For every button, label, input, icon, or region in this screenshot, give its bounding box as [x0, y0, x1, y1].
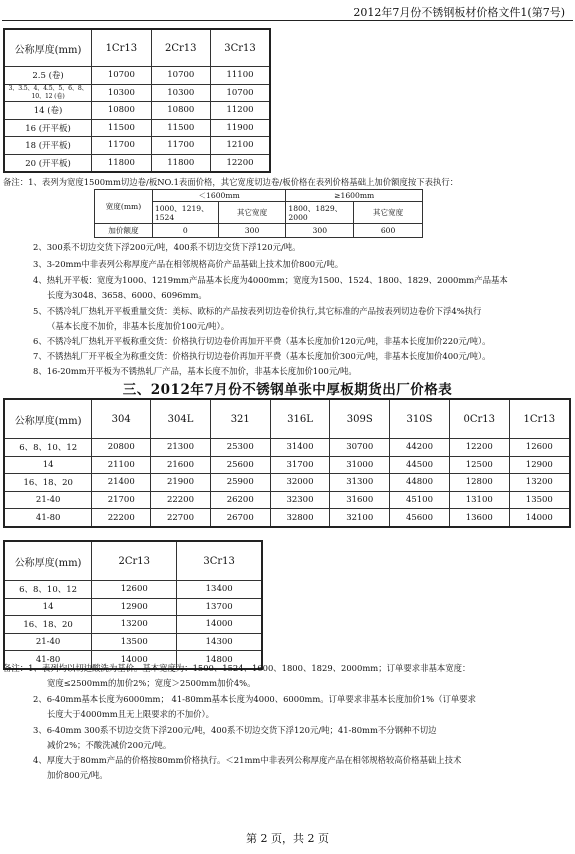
table-header-row — [4, 29, 270, 67]
table-cell: 41-80 — [4, 509, 92, 527]
table-width-surcharge — [94, 189, 423, 238]
table-cell: 10700 — [211, 84, 270, 102]
table-cell: 26700 — [210, 509, 270, 527]
header-cell: 公称厚度(mm) — [4, 29, 92, 67]
table-cell: 21700 — [92, 491, 151, 509]
table-row — [4, 456, 570, 474]
table-row — [4, 491, 570, 509]
table-cell: 20800 — [92, 439, 151, 457]
table-cell: 11200 — [211, 102, 270, 120]
table-cell: 16、18、20 — [4, 474, 92, 492]
table-cell: 12500 — [449, 456, 509, 474]
note-b2-line-1: 2、6-40mm基本长度为6000mm； 41-80mm基本长度为4000、6000mm。订单要求非基本长度加价1%（订单要求 — [33, 694, 476, 704]
table-cell: 21400 — [92, 474, 151, 492]
note-b4-line-1: 4、厚度大于80mm产品的价格按80mm价格执行。＜21mm中非表列公称厚度产品在相邻规格较高价格基础上技术 — [33, 755, 462, 765]
table-cell: 44500 — [390, 456, 450, 474]
table-cell: 10700 — [92, 67, 151, 85]
table-cell: 10300 — [151, 84, 210, 102]
header-cell: 3Cr13 — [177, 541, 262, 581]
table-cell: ≥1600mm — [286, 190, 423, 202]
table-cell: 2.5 (卷) — [4, 67, 92, 85]
table-row — [4, 84, 270, 102]
table-cell: 14000 — [177, 616, 262, 634]
note-3: 3、3-20mm中非表列公称厚度产品在相邻规格高价产品基础上技术加价800元/吨。 — [33, 259, 344, 269]
table-cell: 12900 — [509, 456, 570, 474]
table-cell: 18 (开平板) — [4, 137, 92, 155]
table-cell: 10800 — [151, 102, 210, 120]
header-cell: 1Cr13 — [509, 399, 570, 439]
table-cell: 45100 — [390, 491, 450, 509]
table-cell: 300 — [286, 224, 354, 238]
note-4-line-1: 4、热轧开平板：宽度为1000、1219mm产品基本长度为4000mm；宽度为1500、1524、1800、1829、2000mm产品基本 — [33, 275, 508, 285]
note-b2-line-2: 长度大于4000mm且无上限要求的不加价）。 — [47, 709, 215, 719]
table-cell: 32300 — [270, 491, 330, 509]
header-cell: 2Cr13 — [92, 541, 177, 581]
table-row — [95, 224, 423, 238]
table-cell: 宽度(mm) — [95, 190, 153, 224]
table-cell: 12900 — [92, 598, 177, 616]
page-footer: 第 2 页，共 2 页 — [246, 832, 329, 845]
header-cell: 321 — [210, 399, 270, 439]
table-cell: 10300 — [92, 84, 151, 102]
header-divider — [2, 20, 573, 21]
header-cell: 304 — [92, 399, 151, 439]
note-5-line-2: （基本长度不加价，非基本长度加价100元/吨）。 — [47, 321, 230, 331]
header-cell: 公称厚度(mm) — [4, 541, 92, 581]
table-cell: 13200 — [92, 616, 177, 634]
table-cell: 14 — [4, 456, 92, 474]
table-cell: 31400 — [270, 439, 330, 457]
table-cell: 14000 — [92, 651, 177, 669]
table-cell: 32100 — [330, 509, 390, 527]
header-cell: 公称厚度(mm) — [4, 399, 92, 439]
table-cell: 13100 — [449, 491, 509, 509]
table-plate-prices — [3, 398, 571, 528]
section-title: 三、2012年7月份不锈钢单张中厚板期货出厂价格表 — [122, 382, 453, 398]
table-cell: 22700 — [151, 509, 211, 527]
note-b1-line-1: 备注：1、表列均以切边酸洗为基价。基本宽度为：1500、1524、1600、1800、1829、2000mm；订单要求非基本宽度： — [3, 663, 471, 673]
table-cell: 10800 — [92, 102, 151, 120]
table-row — [4, 102, 270, 120]
table-cell: 32000 — [270, 474, 330, 492]
table-cell: 41-80 — [4, 651, 92, 669]
table-cell: 32800 — [270, 509, 330, 527]
header-cell: 310S — [390, 399, 450, 439]
table-cell: 26200 — [210, 491, 270, 509]
header-cell: 1Cr13 — [92, 29, 151, 67]
table-cell: 13400 — [177, 581, 262, 599]
table-row — [4, 439, 570, 457]
note-1: 备注：1、表列为宽度1500mm切边卷/板NO.1表面价格，其它宽度切边卷/板价格在表列价格基础上加价额度按下表执行： — [3, 177, 459, 187]
table-cell: 12100 — [211, 137, 270, 155]
table-cell: 600 — [354, 224, 423, 238]
table-cell: 21600 — [151, 456, 211, 474]
table-row — [4, 67, 270, 85]
table-cell: 12200 — [449, 439, 509, 457]
table-cell: 11900 — [211, 119, 270, 137]
note-7: 7、不锈热轧厂开平板全为称重交货：价格执行切边卷价再加开平费（基本长度加价300元/吨，非基本长度加价400元/吨）。 — [33, 351, 491, 361]
header-cell: 309S — [330, 399, 390, 439]
table-martensitic-coil-prices — [3, 28, 271, 173]
note-4-line-2: 长度为3048、3658、6000、6096mm。 — [47, 290, 207, 300]
table-cell: 10700 — [151, 67, 210, 85]
note-b1-line-2: 宽度≤2500mm的加价2%；宽度＞2500mm加价4%。 — [47, 678, 256, 688]
table-cell: 22200 — [92, 509, 151, 527]
table-cell: 3、3.5、4、4.5、5、6、8、10、12 (卷) — [4, 84, 92, 102]
table-cell: 25300 — [210, 439, 270, 457]
table-cell: 11500 — [151, 119, 210, 137]
table-cell: 11100 — [211, 67, 270, 85]
table-cell: 其它宽度 — [218, 202, 286, 224]
table-cell: 13500 — [92, 633, 177, 651]
table-cell: 31300 — [330, 474, 390, 492]
table-cell: 44200 — [390, 439, 450, 457]
note-8: 8、16-20mm开平板为不锈热轧厂产品，基本长度不加价，非基本长度加价100元/吨。 — [33, 366, 357, 376]
table-cell: 21300 — [151, 439, 211, 457]
table-row — [4, 154, 270, 172]
table-row — [4, 137, 270, 155]
table-cell: 25900 — [210, 474, 270, 492]
table-cell: ＜1600mm — [152, 190, 286, 202]
table-cell: 45600 — [390, 509, 450, 527]
table-cell: 6、8、10、12 — [4, 439, 92, 457]
table-cell: 31700 — [270, 456, 330, 474]
table-cell: 14 (卷) — [4, 102, 92, 120]
table-cell: 21-40 — [4, 633, 92, 651]
table-cell: 11500 — [92, 119, 151, 137]
note-5-line-1: 5、不锈冷轧厂热轧开平板重量交货：美标、欧标的产品按表列切边卷价执行,其它标准的产品按表列切边卷价下浮4%执行 — [33, 306, 482, 316]
table-cell: 31000 — [330, 456, 390, 474]
header-cell: 0Cr13 — [449, 399, 509, 439]
table-cell: 31600 — [330, 491, 390, 509]
table-cell: 12600 — [92, 581, 177, 599]
note-2: 2、300系不切边交货下浮200元/吨，400系不切边交货下浮120元/吨。 — [33, 242, 301, 252]
header-cell: 304L — [151, 399, 211, 439]
table-cell: 14300 — [177, 633, 262, 651]
table-row — [4, 509, 570, 527]
table-cell: 16 (开平板) — [4, 119, 92, 137]
table-row — [4, 474, 570, 492]
table-cell: 22200 — [151, 491, 211, 509]
table-cell: 其它宽度 — [354, 202, 423, 224]
table-cell: 14000 — [509, 509, 570, 527]
table-row — [4, 119, 270, 137]
table-cell: 13200 — [509, 474, 570, 492]
table-cell: 12800 — [449, 474, 509, 492]
table-cell: 300 — [218, 224, 286, 238]
table-row — [95, 190, 423, 202]
note-b4-line-2: 加价800元/吨。 — [47, 770, 108, 780]
table-cell: 13700 — [177, 598, 262, 616]
note-b3-line-1: 3、6-40mm 300系不切边交货下浮200元/吨，400系不切边交货下浮120元/吨；41-80mm不分钢种不切边 — [33, 725, 437, 735]
table-cell: 1000、1219、1524 — [152, 202, 218, 224]
note-b3-line-2: 减价2%；不酸洗减价200元/吨。 — [47, 740, 172, 750]
header-cell: 316L — [270, 399, 330, 439]
table-cell: 加价额度 — [95, 224, 153, 238]
table-cell: 21-40 — [4, 491, 92, 509]
table-cell: 0 — [152, 224, 218, 238]
table-row — [4, 633, 262, 651]
table-cell: 12200 — [211, 154, 270, 172]
table-cell: 13600 — [449, 509, 509, 527]
table-cell: 16、18、20 — [4, 616, 92, 634]
table-cell: 20 (开平板) — [4, 154, 92, 172]
table-row — [4, 598, 262, 616]
table-cell: 44800 — [390, 474, 450, 492]
table-cell: 12600 — [509, 439, 570, 457]
table-row — [4, 581, 262, 599]
table-header-row — [4, 399, 570, 439]
header-cell: 2Cr13 — [151, 29, 210, 67]
table-cell: 25600 — [210, 456, 270, 474]
table-cell: 11700 — [151, 137, 210, 155]
table-cell: 30700 — [330, 439, 390, 457]
table-plate-prices-cr13 — [3, 540, 263, 670]
table-cell: 11800 — [92, 154, 151, 172]
table-row — [4, 616, 262, 634]
table-cell: 1800、1829、2000 — [286, 202, 354, 224]
header-cell: 3Cr13 — [211, 29, 270, 67]
table-header-row — [4, 541, 262, 581]
table-cell: 6、8、10、12 — [4, 581, 92, 599]
document-header-title: 2012年7月份不锈钢板材价格文件1(第7号) — [353, 6, 565, 19]
table-cell: 14 — [4, 598, 92, 616]
table-cell: 11800 — [151, 154, 210, 172]
table-cell: 21100 — [92, 456, 151, 474]
table-cell: 11700 — [92, 137, 151, 155]
table-cell: 21900 — [151, 474, 211, 492]
table-cell: 13500 — [509, 491, 570, 509]
table-cell: 14800 — [177, 651, 262, 669]
note-6: 6、不锈冷轧厂热轧开平板称重交货：价格执行切边卷价再加开平费（基本长度加价120元/吨，非基本长度加价220元/吨）。 — [33, 336, 491, 346]
